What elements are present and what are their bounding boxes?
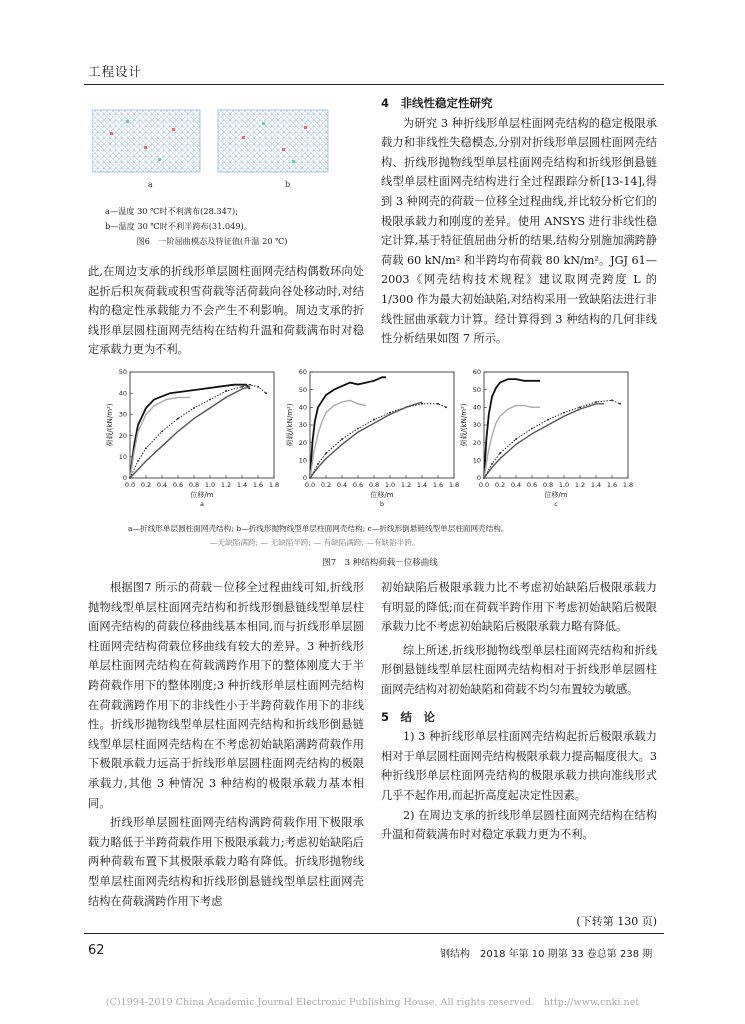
x-tick-label: 1.6 [252,481,264,489]
series-point [193,407,195,409]
chart-sub-label: b [379,500,385,506]
x-tick-label: 0.0 [124,481,136,489]
y-tick-label: 20 [298,438,307,447]
x-tick-label: 1.0 [384,481,396,489]
series-point [325,452,327,454]
series-point [177,418,179,420]
series-point [499,452,501,454]
section5-heading: 5 结 论 [381,709,436,724]
copyright-watermark: (C)1994-2019 China Academic Journal Electronic Publishing House. All rights reserved. http://www.cnki.net [105,997,640,1008]
y-tick-label: 10 [118,453,127,461]
fig6-buckling-modes [92,108,330,174]
series-line [130,397,190,478]
y-tick-label: 20 [118,431,127,440]
left-top-paragraph: 此,在周边支承的折线形单层圆柱面网壳结构偶数环向处起折后积灰荷载或积雪荷载等活荷载向谷处移动时,对结构的稳定性承载能力不会产生不利影响。周边支承的折线形单层圆柱面网壳结构在结构升温和荷载满布时对稳定承载力更为不利。 [88,265,364,357]
series-line [310,404,446,478]
x-tick-label: 1.0 [204,481,216,489]
section4-body: 为研究 3 种折线形单层柱面网壳结构的稳定极限承载力和非线性失稳模态,分别对折线形单层圆柱面网壳结构、折线形抛物线型单层柱面网壳结构和折线形倒悬链线型单层柱面网壳结构进行全过程跟踪分析[13-14],得到 3 种网壳的荷载－位移全过程曲线,并比较分析它们的极限承载力和刚度的差异。使用 ANSYS 进行非线性稳定计算,基于特征值屈曲分析的结果,结构分别施加满跨静荷载 60 kN/m² 和半跨均布荷载 80 kN/m²。JGJ 61—2003《网壳结构技术规程》建议取网壳跨度 L 的 1/300 作为最大初始缺陷,对结构采用一致缺陷法进行非线性屈曲承载力计算。经计算得到 3 种结构的几何非线性分析结果如图 7 所示。 [381,116,657,346]
series-point [563,412,565,414]
y-tick-label: 0 [122,474,127,483]
y-tick-label: 10 [298,456,307,465]
fig7-chart-c [458,368,634,506]
y-axis-label: 荷载/(kN/m²) [460,403,468,447]
x-tick-label: 1.6 [432,481,444,489]
series-point [595,401,597,403]
left-bottom-p2: 折线形单层圆柱面网壳结构满跨荷载作用下极限承载力略低于半跨荷载作用下极限承载力;考虑初始缺陷后两种荷载布置下其极限承载力略有降低。折线形抛物线型单层柱面网壳结构和折线形倒悬链线型单层柱面网壳结构在荷载满跨作用下考虑 [88,816,364,908]
chart-frame [310,372,454,478]
y-tick-label: 50 [472,385,481,394]
left-bottom-text [88,578,364,911]
x-axis-label: 位移/m [370,491,394,499]
series-point [437,403,439,405]
series-point [209,399,211,401]
chart-b-svg [284,368,460,506]
journal-info: 钢结构 2018 年第 10 期第 33 卷总第 238 期 [440,949,653,960]
series-point [619,403,621,405]
x-tick-label: 1.8 [448,481,460,489]
x-tick-label: 0.8 [188,481,200,489]
series-point [317,463,319,465]
continued-note: (下转第 130 页) [576,915,657,928]
series-point [225,390,227,392]
x-tick-label: 0.0 [304,481,316,489]
series-point [137,460,139,462]
right-bottom-p1: 初始缺陷后极限承载力比不考虑初始缺陷后极限承载力有明显的降低;而在荷载半跨作用下考虑初始缺陷后极限承载力比不考虑初始缺陷后极限承载力略有降低。 [381,581,657,634]
x-tick-label: 1.2 [574,481,586,489]
fig6-caption-b: b—温度 30 ℃时不利半跨布(31.049)。 [105,221,252,231]
x-tick-label: 1.4 [590,481,602,489]
series-point [491,463,493,465]
x-tick-label: 0.8 [368,481,380,489]
series-point [579,406,581,408]
series-point [531,428,533,430]
left-bottom-p1: 根据图7 所示的荷载－位移全过程曲线可知,折线形抛物线型单层柱面网壳结构和折线形倒悬链线型单层柱面网壳结构的荷载位移曲线基本相同,而与折线形单层圆柱面网壳结构荷载位移曲线有较大的差异。3 种折线形单层柱面网壳结构在荷载满跨作用下的整体刚度大于半跨荷载作用下的整体刚度;3 种折线形单层柱面网壳结构在荷载满跨作用下的非线性小于半跨荷载作用下的非线性。折线形抛物线型单层柱面网壳结构和折线形倒悬链线型单层柱面网壳结构在不考虑初始缺陷满跨荷载作用下极限承载力远高于折线形单层圆柱面网壳结构的极限承载力,其他 3 种情况 3 种结构的极限承载力基本相同。 [88,581,364,810]
y-tick-label: 30 [298,421,307,430]
x-tick-label: 1.2 [220,481,232,489]
y-tick-label: 30 [472,421,481,430]
series-point [265,392,267,394]
fig7-legend-line2: —无缺陷满跨; — 无缺陷半跨; — 有缺陷满跨; —有缺陷半跨。 [210,538,420,547]
x-tick-label: 0.2 [320,481,332,489]
running-header: 工程设计 [88,64,143,79]
x-tick-label: 1.2 [400,481,412,489]
y-tick-label: 40 [472,403,481,412]
conclusion-2: 2) 在周边支承的折线形单层圆柱面网壳结构在结构升温和荷载满布时对稳定承载力更为不利。 [381,808,657,842]
series-point [389,412,391,414]
right-bottom-text [381,578,657,845]
x-tick-label: 1.8 [622,481,634,489]
x-tick-label: 1.6 [606,481,618,489]
series-point [257,386,259,388]
x-tick-label: 0.4 [156,481,168,489]
right-bottom-p2: 综上所述,折线形抛物线型单层柱面网壳结构和折线形倒悬链线型单层柱面网壳结构相对于折线形单层圆柱面网壳结构对初始缺陷和荷载不均匀布置较为敏感。 [381,643,657,696]
conclusion-1: 1) 3 种折线形单层柱面网壳结构起折后极限承载力相对于单层圆柱面网壳结构极限承载力提高幅度很大。3 种折线形单层柱面网壳结构的极限承载力拱向准线形式几乎不起作用,而起折高度起决定性因素。 [381,730,657,802]
x-axis-label: 位移/m [190,491,214,499]
series-line [130,387,250,478]
fig6-caption-a: a—温度 30 ℃时不利满布(28.347); [105,206,238,216]
series-point [515,438,517,440]
chart-c-svg [458,368,634,506]
fig7-chart-a [104,368,280,506]
y-tick-label: 10 [472,456,481,465]
y-tick-label: 0 [476,474,481,483]
section4 [381,94,657,349]
x-tick-label: 0.6 [526,481,538,489]
chart-sub-label: c [554,500,558,506]
x-tick-label: 0.2 [494,481,506,489]
y-axis-label: 荷载/(kN/m²) [286,403,294,447]
x-tick-label: 1.4 [236,481,248,489]
y-tick-label: 20 [472,438,481,447]
series-point [373,419,375,421]
y-tick-label: 0 [302,474,307,483]
y-tick-label: 50 [298,385,307,394]
fig6-title: 图6 一阶屈曲模态及特征值(升温 20 ℃) [136,236,288,246]
x-axis-label: 位移/m [544,491,568,499]
series-point [421,403,423,405]
series-point [241,386,243,388]
series-point [145,447,147,449]
x-tick-label: 0.4 [510,481,522,489]
x-tick-label: 0.4 [336,481,348,489]
x-tick-label: 0.8 [542,481,554,489]
fig7-caption: 图7 3 种结构荷载－位移曲线 [322,558,438,568]
fig7-legend-line1: a—折线形单层圆柱面网壳结构; b—折线形抛物线型单层柱面网壳结构; c—折线形倒悬链线型单层柱面网壳结构。 [128,524,509,533]
chart-frame [484,372,628,478]
footer-rule [84,933,664,934]
x-tick-label: 0.6 [172,481,184,489]
fig6-label-a: a [148,180,153,189]
x-tick-label: 1.4 [416,481,428,489]
series-line [130,385,266,478]
series-point [161,430,163,432]
x-tick-label: 0.6 [352,481,364,489]
fig7-chart-b [284,368,460,506]
x-tick-label: 1.8 [268,481,280,489]
y-axis-label: 荷载/(kN/m²) [106,403,114,447]
chart-sub-label: a [200,500,204,506]
y-tick-label: 50 [118,368,127,377]
series-line [130,385,250,478]
page-number: 62 [88,943,105,958]
series-point [445,406,447,408]
y-tick-label: 40 [118,389,127,398]
y-tick-label: 40 [298,403,307,412]
chart-a-svg [104,368,280,506]
series-point [249,384,251,386]
y-tick-label: 60 [298,368,307,377]
series-point [611,399,613,401]
x-tick-label: 1.0 [558,481,570,489]
series-point [547,419,549,421]
chart-frame [130,372,274,478]
series-point [357,428,359,430]
fig6-label-b: b [285,180,291,189]
y-tick-label: 60 [472,368,481,377]
series-point [341,438,343,440]
x-tick-label: 0.0 [478,481,490,489]
x-tick-label: 0.2 [140,481,152,489]
series-line [310,402,422,478]
header-rule [84,84,664,85]
y-tick-label: 30 [118,410,127,419]
section4-heading: 4 非线性稳定性研究 [381,96,493,110]
